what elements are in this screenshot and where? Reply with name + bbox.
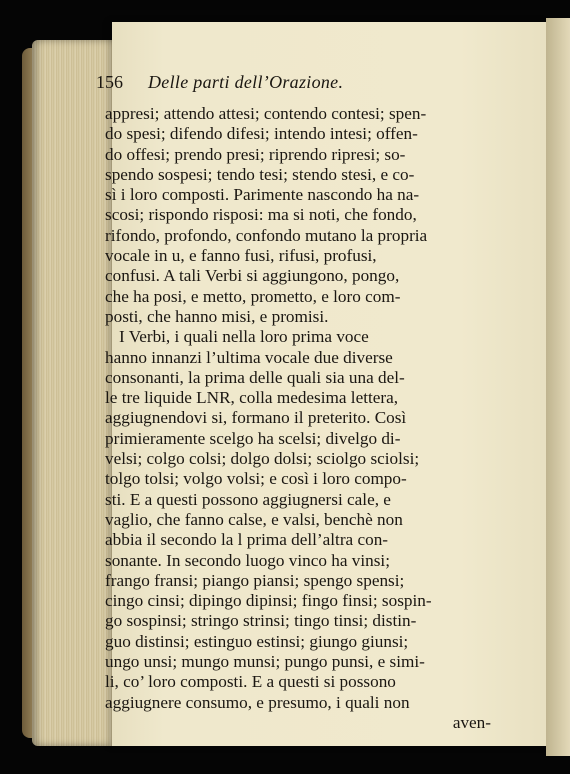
facing-page-edge	[546, 18, 570, 756]
text-line: li, co’ loro composti. E a questi si possono	[105, 672, 396, 692]
text-line: sonante. In secondo luogo vinco ha vinsi;	[105, 550, 390, 570]
text-line: le tre liquide LNR, colla medesima lettera,	[105, 388, 399, 408]
text-line: spendo sospesi; tendo tesi; stendo stesi, e co-	[105, 164, 415, 184]
page-number: 156	[96, 72, 123, 92]
text-line: aggiugnendovi si, formano il preterito. Così	[105, 408, 407, 428]
text-line: appresi; attendo attesi; contendo contesi; spen-	[105, 104, 427, 123]
text-line: tolgo tolsi; volgo volsi; e così i loro compo-	[105, 469, 407, 489]
text-line: do offesi; prendo presi; riprendo ripresi; so-	[105, 144, 406, 164]
running-title: Delle parti dell’Orazione.	[148, 72, 344, 92]
text-line: hanno innanzi l’ultima vocale due diverse	[105, 347, 393, 367]
text-line: ungo unsi; mungo munsi; pungo punsi, e simi-	[105, 652, 425, 672]
text-line: aggiugnere consumo, e presumo, i quali non	[105, 692, 410, 712]
text-line: confusi. A tali Verbi si aggiungono, pongo,	[105, 266, 400, 286]
text-line: guo distinsi; estinguo estinsi; giungo giunsi;	[105, 631, 409, 651]
text-line: velsi; colgo colsi; dolgo dolsi; sciolgo sciolsi;	[105, 449, 420, 469]
text-line: sì i loro composti. Parimente nascondo ha na-	[105, 185, 420, 205]
text-line: vocale in u, e fanno fusi, rifusi, profusi,	[105, 246, 377, 266]
text-line: cingo cinsi; dipingo dipinsi; fingo finsi; sospin-	[105, 591, 432, 611]
catchword: aven-	[452, 712, 491, 732]
text-line: frango fransi; piango piansi; spengo spensi;	[105, 570, 405, 590]
text-line: che ha posi, e metto, prometto, e loro com-	[105, 286, 401, 306]
text-line: do spesi; difendo difesi; intendo intesi; offen-	[105, 124, 418, 144]
text-line: consonanti, la prima delle quali sia una del-	[105, 367, 405, 387]
text-line: rifondo, profondo, confondo mutano la propria	[105, 225, 428, 245]
text-line: go sospinsi; stringo strinsi; tingo tinsi; distin-	[105, 611, 417, 631]
text-line: sti. E a questi possono aggiugnersi cale, e	[105, 489, 391, 509]
text-line: scosi; rispondo risposi: ma si noti, che fondo,	[105, 205, 417, 225]
text-line: vaglio, che fanno calse, e valsi, benchè non	[105, 509, 403, 529]
body-text	[105, 82, 495, 733]
text-line: I Verbi, i quali nella loro prima voce	[119, 327, 369, 347]
text-line: primieramente scelgo ha scelsi; divelgo di-	[105, 428, 401, 448]
text-line: abbia il secondo la l prima dell’altra con-	[105, 530, 389, 550]
text-line: posti, che hanno misi, e promisi.	[105, 306, 329, 326]
